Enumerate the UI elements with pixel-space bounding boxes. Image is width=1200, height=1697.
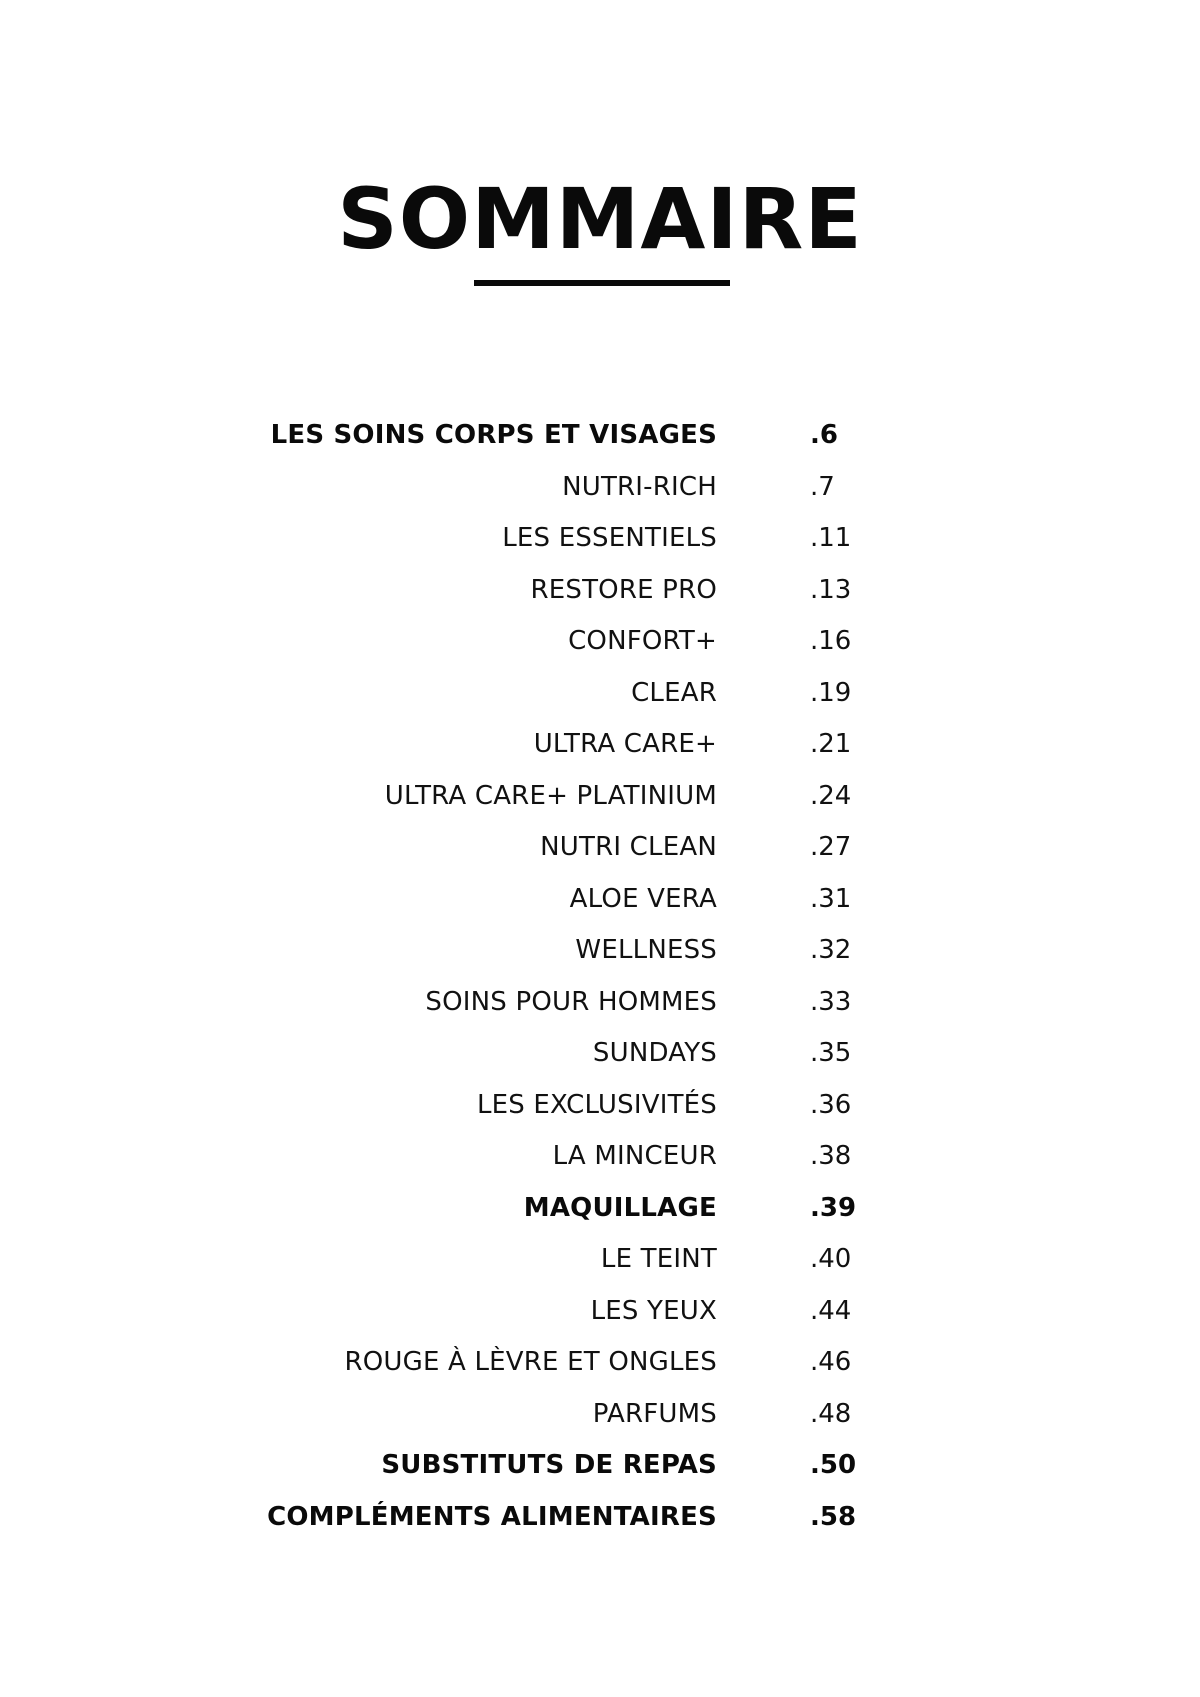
toc-entry-label: CONFORT+ — [568, 626, 717, 656]
toc-entry-label: SUBSTITUTS DE REPAS — [381, 1450, 717, 1480]
toc-entry-page: .31 — [810, 883, 852, 914]
toc-entry-label: ULTRA CARE+ PLATINIUM — [384, 780, 717, 811]
toc-item-sundays[interactable] — [0, 1028, 1200, 1080]
toc-item-clear[interactable] — [0, 668, 1200, 720]
toc-item-rouge-a-levre-et-ongles[interactable] — [0, 1337, 1200, 1389]
toc-entry-label: ROUGE À LÈVRE ET ONGLES — [344, 1347, 717, 1377]
toc-entry-page: .13 — [810, 574, 852, 605]
toc-entry-page: .27 — [810, 832, 852, 862]
toc-entry-page: .36 — [810, 1089, 852, 1120]
toc-entry-label: LES ESSENTIELS — [502, 523, 717, 553]
toc-item-wellness[interactable] — [0, 925, 1200, 977]
toc-entry-page: .50 — [810, 1450, 857, 1480]
toc-entry-page: .33 — [810, 986, 852, 1017]
toc-entry-label: PARFUMS — [592, 1398, 717, 1429]
toc-entry-label: RESTORE PRO — [530, 574, 717, 605]
toc-entry-page: .48 — [810, 1398, 852, 1429]
toc-entry-page: .24 — [810, 780, 852, 811]
toc-entry-page: .6 — [810, 420, 838, 450]
toc-entry-page: .46 — [810, 1347, 852, 1377]
toc-entry-label: SOINS POUR HOMMES — [425, 986, 717, 1017]
toc-entry-label: NUTRI CLEAN — [540, 832, 717, 862]
toc-entry-label: COMPLÉMENTS ALIMENTAIRES — [267, 1501, 717, 1532]
toc-entry-label: CLEAR — [631, 677, 717, 708]
toc-entry-page: .44 — [810, 1295, 852, 1326]
toc-entry-label: LES YEUX — [590, 1295, 717, 1326]
table-of-contents — [0, 410, 1200, 1543]
toc-item-le-teint[interactable] — [0, 1234, 1200, 1286]
toc-item-confort-plus[interactable] — [0, 616, 1200, 668]
toc-entry-label: LES EXCLUSIVITÉS — [476, 1089, 717, 1120]
toc-entry-label: ALOE VERA — [569, 883, 717, 914]
toc-entry-page: .32 — [810, 935, 852, 965]
toc-section-substituts-de-repas[interactable] — [0, 1440, 1200, 1492]
toc-entry-label: LA MINCEUR — [552, 1141, 717, 1171]
toc-section-complements-alimentaires[interactable] — [0, 1492, 1200, 1544]
toc-entry-label: WELLNESS — [575, 935, 717, 965]
toc-entry-page: .58 — [810, 1501, 857, 1532]
toc-item-la-minceur[interactable] — [0, 1131, 1200, 1183]
toc-item-nutri-rich[interactable] — [0, 462, 1200, 514]
toc-section-maquillage[interactable] — [0, 1183, 1200, 1235]
toc-entry-label: MAQUILLAGE — [523, 1192, 717, 1223]
toc-item-parfums[interactable] — [0, 1389, 1200, 1441]
toc-item-aloe-vera[interactable] — [0, 874, 1200, 926]
toc-item-restore-pro[interactable] — [0, 565, 1200, 617]
toc-item-soins-pour-hommes[interactable] — [0, 977, 1200, 1029]
title-divider — [474, 280, 730, 286]
toc-entry-label: LE TEINT — [600, 1244, 717, 1274]
toc-entry-page: .39 — [810, 1192, 857, 1223]
toc-item-les-exclusivites[interactable] — [0, 1080, 1200, 1132]
toc-entry-page: .7 — [810, 471, 835, 502]
toc-entry-label: SUNDAYS — [592, 1038, 717, 1068]
toc-item-les-yeux[interactable] — [0, 1286, 1200, 1338]
toc-item-les-essentiels[interactable] — [0, 513, 1200, 565]
toc-entry-page: .38 — [810, 1141, 852, 1171]
page-title: SOMMAIRE — [337, 170, 863, 269]
toc-entry-label: ULTRA CARE+ — [533, 729, 717, 759]
toc-entry-page: .21 — [810, 729, 852, 759]
toc-section-soins-corps-visages[interactable] — [0, 410, 1200, 462]
toc-item-ultra-care-plus[interactable] — [0, 719, 1200, 771]
toc-entry-page: .40 — [810, 1244, 852, 1274]
toc-entry-page: .11 — [810, 523, 852, 553]
toc-entry-page: .35 — [810, 1038, 852, 1068]
toc-item-ultra-care-plus-platinium[interactable] — [0, 771, 1200, 823]
toc-entry-page: .16 — [810, 626, 852, 656]
toc-entry-label: NUTRI-RICH — [562, 471, 717, 502]
toc-entry-label: LES SOINS CORPS ET VISAGES — [270, 420, 717, 450]
toc-item-nutri-clean[interactable] — [0, 822, 1200, 874]
toc-entry-page: .19 — [810, 677, 852, 708]
